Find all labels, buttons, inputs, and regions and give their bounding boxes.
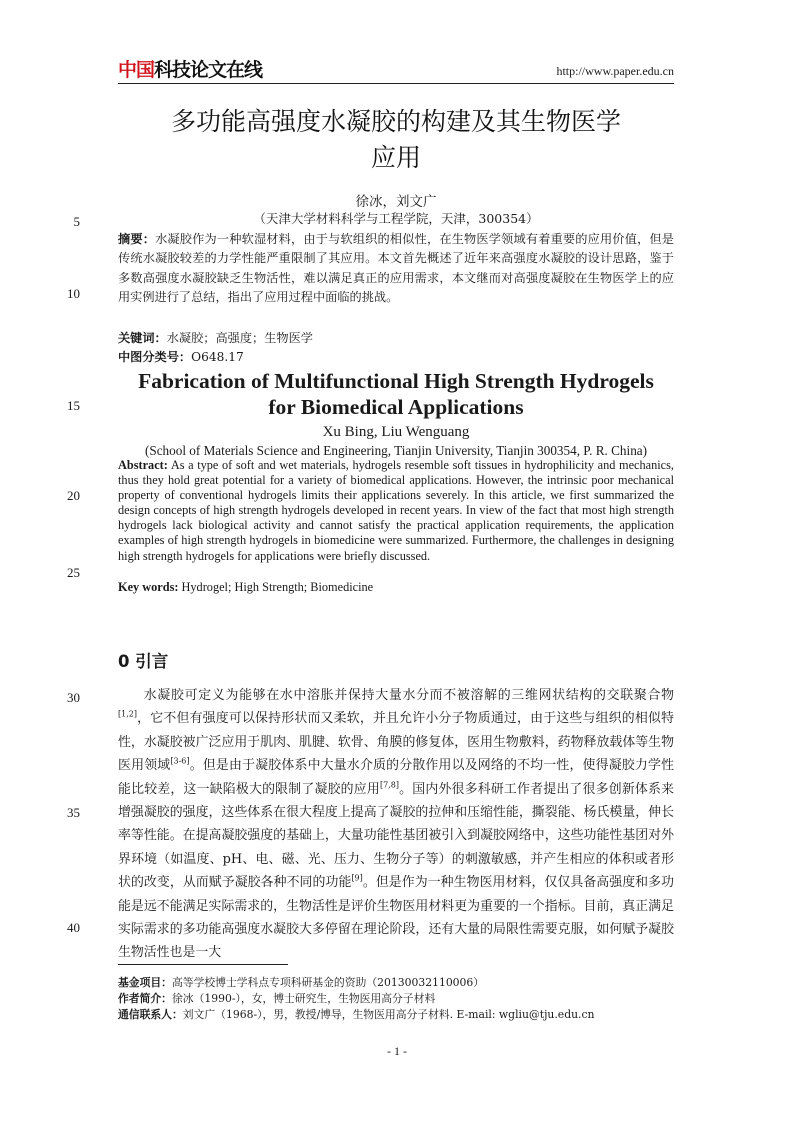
footnote-contact: [118, 1007, 595, 1022]
fund-label: 基金项目：: [118, 976, 172, 989]
citation-ref[interactable]: [1,2]: [118, 710, 137, 720]
page-header: [118, 58, 674, 84]
footnote-author: [118, 991, 435, 1006]
journal-logo: [118, 58, 262, 82]
logo-black-part: 科技论文在线: [154, 59, 263, 81]
line-number: 40: [67, 920, 80, 935]
cn-abstract-text: 水凝胶作为一种软湿材料，由于与软组织的相似性，在生物医学领域有着重要的应用价值，但是传统水凝胶较差的力学性能严重限制了其应用。本文首先概述了近年来高强度水凝胶的设计思路，鉴于多数高强度水凝胶缺乏生物活性，难以满足真正的应用需求，本文继而对高强度凝胶在生物医学上的应用实例进行了总结，指出了应用过程中面临的挑战。: [118, 232, 674, 305]
author-label: 作者简介：: [118, 992, 172, 1005]
author-text: 徐冰（1990-），女，博士研究生，生物医用高分子材料: [171, 992, 436, 1005]
para-d: 。国内外很多科研工作者提出了很多创新体系来增强凝胶的强度，这些体系在很大程度上提高了凝胶的拉伸和压缩性能，撕裂能、杨氏模量，伸长率等性能。在提高凝胶强度的基础上，大量功能性基团被引入到凝胶网络中，这些功能性基团对外界环境（如温度、pH、电、磁、光、压力、生物分子等）的刺激敏感，并产生相应的体积或者形状的改变，从而赋予凝胶各种不同的功能: [118, 781, 675, 891]
en-title: [118, 368, 674, 420]
header-url[interactable]: http://www.paper.edu.cn: [556, 64, 674, 78]
footnote-fund: [118, 975, 484, 990]
cn-keywords-text: 水凝胶；高强度；生物医学: [166, 331, 313, 345]
en-title-line2: for Biomedical Applications: [268, 395, 524, 419]
en-title-line1: Fabrication of Multifunctional High Strength Hydrogels: [138, 369, 654, 393]
line-number: 5: [73, 214, 80, 229]
cn-authors: 徐冰，刘文广: [355, 194, 437, 210]
line-number: 35: [67, 805, 80, 820]
en-keywords-label: Key words:: [118, 580, 179, 594]
contact-label: 通信联系人：: [118, 1008, 183, 1021]
line-number: 25: [67, 565, 80, 580]
section-heading: 0 引言: [118, 652, 169, 671]
en-authors: Xu Bing, Liu Wenguang: [322, 424, 470, 440]
para-e: 。但是作为一种生物医用材料，仅仅具备高强度和多功能是远不能满足实际需求的，生物活性是评价生物医用材料更为重要的一个指标。目前，真正满足实际需求的多功能高强度水凝胶大多停留在理论阶段，还有大量的局限性需要克服，如何赋予凝胶生物活性也是一大: [118, 875, 675, 961]
citation-ref[interactable]: [9]: [351, 873, 363, 883]
cn-title-line2: 应用: [370, 143, 421, 172]
cn-class-text: O648.17: [191, 350, 244, 364]
cn-keywords: [118, 329, 313, 346]
cn-abstract-label: 摘要：: [118, 232, 156, 246]
en-abstract: [118, 458, 674, 564]
cn-keywords-label: 关键词：: [118, 331, 167, 345]
citation-ref[interactable]: [3-6]: [170, 756, 190, 766]
cn-title-line1: 多功能高强度水凝胶的构建及其生物医学: [170, 107, 621, 136]
cn-title: [118, 104, 674, 176]
cn-abstract: [118, 230, 674, 308]
en-affiliation: (School of Materials Science and Engineering, Tianjin University, Tianjin 300354, P. R. China): [144, 443, 648, 458]
fund-text: 高等学校博士学科点专项科研基金的资助（20130032110006）: [171, 976, 485, 989]
line-number: 10: [67, 286, 80, 301]
en-abstract-text: As a type of soft and wet materials, hydrogels resemble soft tissues in hydrophilicity and mechanics, thus they hold great potential for a variety of biomedical applications. However, the intrinsic poor mechanical property of conventional hydrogels limits their applications severely. In this article, we first summarized the design concepts of high strength hydrogels developed in recent years. In view of the fact that most high strength hydrogels lack biological activity and cannot satisfy the practical application requirements, the application examples of high strength hydrogels in biomedicine were summarized. Furthermore, the challenges in designing high strength hydrogels for applications were briefly discussed.: [118, 458, 674, 563]
page-number: - 1 -: [387, 1044, 407, 1058]
cn-affiliation: （天津大学材料科学与工程学院，天津，300354）: [253, 211, 539, 226]
cn-class-label: 中图分类号：: [118, 350, 192, 364]
en-keywords: [118, 580, 373, 595]
para-b: ，它不但有强度可以保持形状而又柔软，并且允许小分子物质通过，由于这些与组织的相似特性，水凝胶被广泛应用于肌肉、肌腱、软骨、角膜的修复体，医用生物敷料，药物释放载体等生物医用领域: [118, 711, 674, 774]
footnote-divider: [118, 964, 288, 965]
line-number: 15: [67, 398, 80, 413]
body-paragraph: [118, 684, 674, 965]
citation-ref[interactable]: [7,8]: [379, 780, 399, 790]
line-number: 30: [67, 690, 80, 705]
cn-classification: [118, 348, 244, 365]
contact-text: 刘文广（1968-），男，教授/博导，生物医用高分子材料. E-mail: wgliu@tju.edu.cn: [182, 1008, 595, 1021]
en-abstract-label: Abstract:: [118, 458, 168, 472]
body-text: [118, 684, 674, 965]
en-keywords-text: Hydrogel; High Strength; Biomedicine: [181, 580, 374, 594]
line-number: 20: [67, 488, 80, 503]
para-c: 。但是由于凝胶体系中大量水介质的分散作用以及网络的不均一性，使得凝胶力学性能比较差，这一缺陷极大的限制了凝胶的应用: [118, 758, 675, 797]
logo-red-part: 中国: [118, 59, 155, 81]
para-a: 水凝胶可定义为能够在水中溶胀并保持大量水分而不被溶解的三维网状结构的交联聚合物: [143, 688, 674, 703]
